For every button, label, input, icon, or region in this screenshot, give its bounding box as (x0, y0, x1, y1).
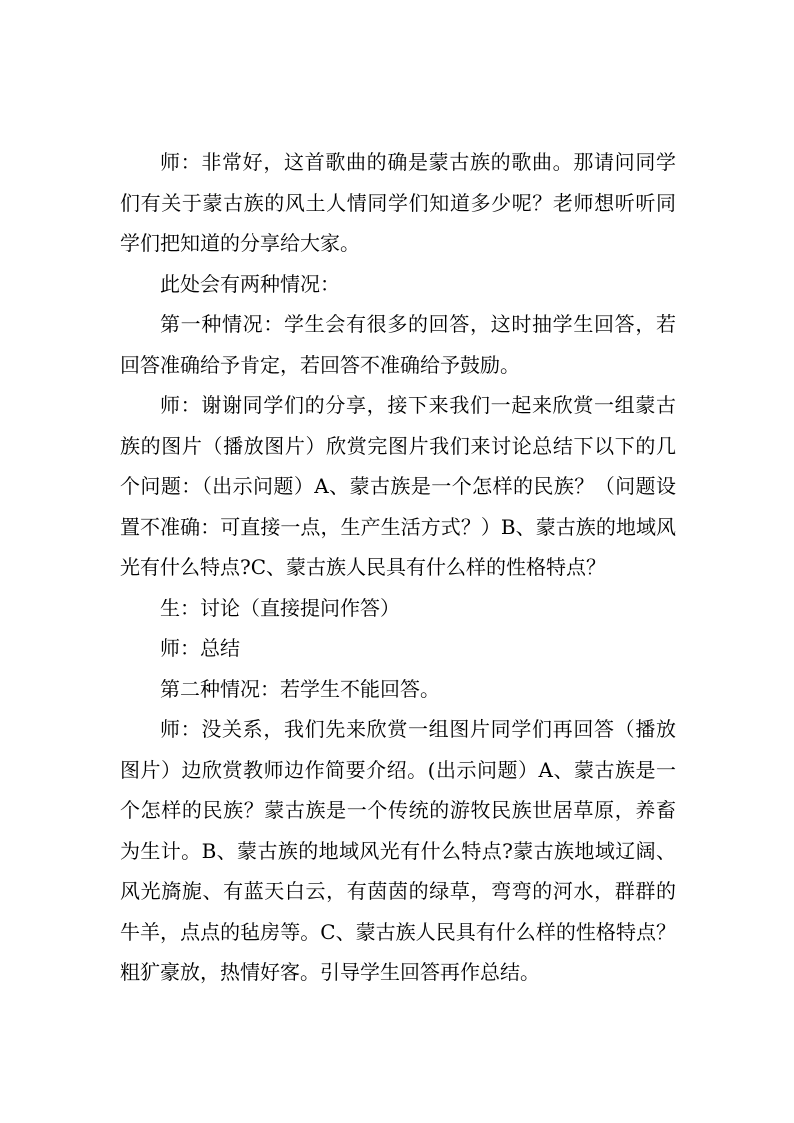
document-body (120, 142, 676, 993)
paragraph-situation-one: 第一种情况：学生会有很多的回答，这时抽学生回答，若回答准确给予肯定，若回答不准确给予鼓励。 (120, 312, 676, 377)
paragraph-two-situations: 此处会有两种情况： (160, 271, 340, 296)
paragraph-teacher-explain: 师：没关系，我们先来欣赏一组图片同学们再回答（播放图片）边欣赏教师边作简要介绍。(出示问题）A、蒙古族是一个怎样的民族？蒙古族是一个传统的游牧民族世居草原，养畜为生计。B、蒙古族的地域风光有什么特点?蒙古族地域辽阔、风光旖旎、有蓝天白云，有茵茵的绿草，弯弯的河水，群群的牛羊，点点的毡房等。C、蒙古族人民具有什么样的性格特点？粗犷豪放，热情好客。引导学生回答再作总结。 (120, 717, 676, 984)
paragraph-teacher-thanks: 师：谢谢同学们的分享，接下来我们一起来欣赏一组蒙古族的图片（播放图片）欣赏完图片我们来讨论总结下以下的几个问题：（出示问题）A、蒙古族是一个怎样的民族？（问题设置不准确：可直接一点，生产生活方式？）B、蒙古族的地域风光有什么特点?C、蒙古族人民具有什么样的性格特点？ (120, 393, 676, 579)
paragraph-student-discuss: 生：讨论（直接提问作答） (160, 595, 400, 620)
paragraph-situation-two: 第二种情况：若学生不能回答。 (160, 676, 440, 701)
paragraph-teacher-intro: 师：非常好，这首歌曲的确是蒙古族的歌曲。那请问同学们有关于蒙古族的风土人情同学们知道多少呢？老师想听听同学们把知道的分享给大家。 (120, 150, 676, 255)
paragraph-teacher-summary: 师：总结 (160, 636, 240, 660)
